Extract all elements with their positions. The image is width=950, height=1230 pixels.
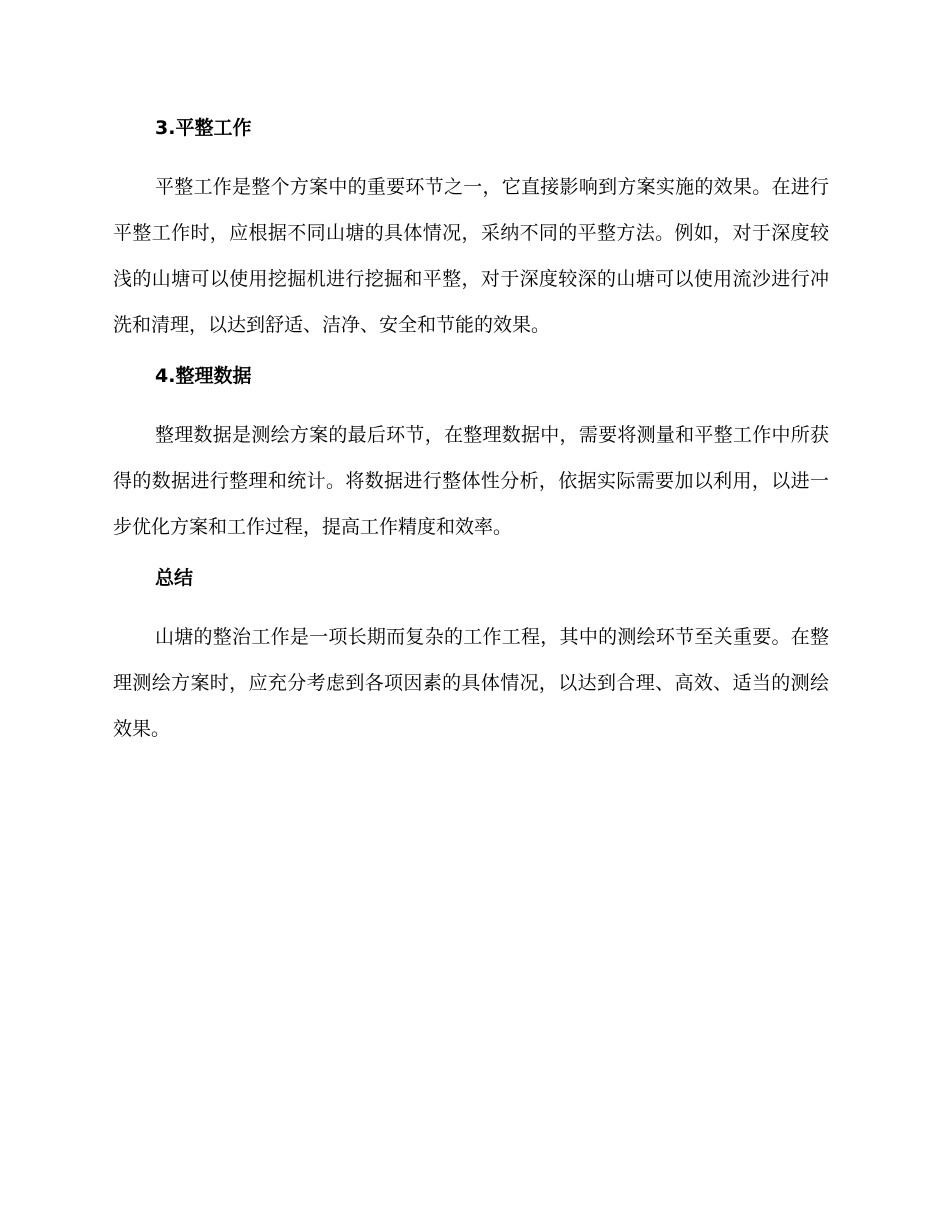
section-paragraph: 平整工作是整个方案中的重要环节之一，它直接影响到方案实施的效果。在进行平整工作时，应根据不同山塘的具体情况，采纳不同的平整方法。例如，对于深度较浅的山塘可以使用挖掘机进行挖掘和平整，对于深度较深的山塘可以使用流沙进行冲洗和清理，以达到舒适、洁净、安全和节能的效果。 <box>113 176 829 336</box>
section-leveling-work <box>113 112 829 348</box>
section-organize-data <box>113 360 829 550</box>
section-summary <box>113 562 829 752</box>
section-heading: 4.整理数据 <box>155 365 252 387</box>
document-page <box>113 112 829 764</box>
section-paragraph: 山塘的整治工作是一项长期而复杂的工作工程，其中的测绘环节至关重要。在整理测绘方案时，应充分考虑到各项因素的具体情况，以达到合理、高效、适当的测绘效果。 <box>113 626 829 740</box>
section-heading: 3.平整工作 <box>155 117 252 139</box>
section-paragraph: 整理数据是测绘方案的最后环节，在整理数据中，需要将测量和平整工作中所获得的数据进行整理和统计。将数据进行整体性分析，依据实际需要加以利用，以进一步优化方案和工作过程，提高工作精度和效率。 <box>113 424 829 538</box>
section-heading: 总结 <box>155 567 194 589</box>
